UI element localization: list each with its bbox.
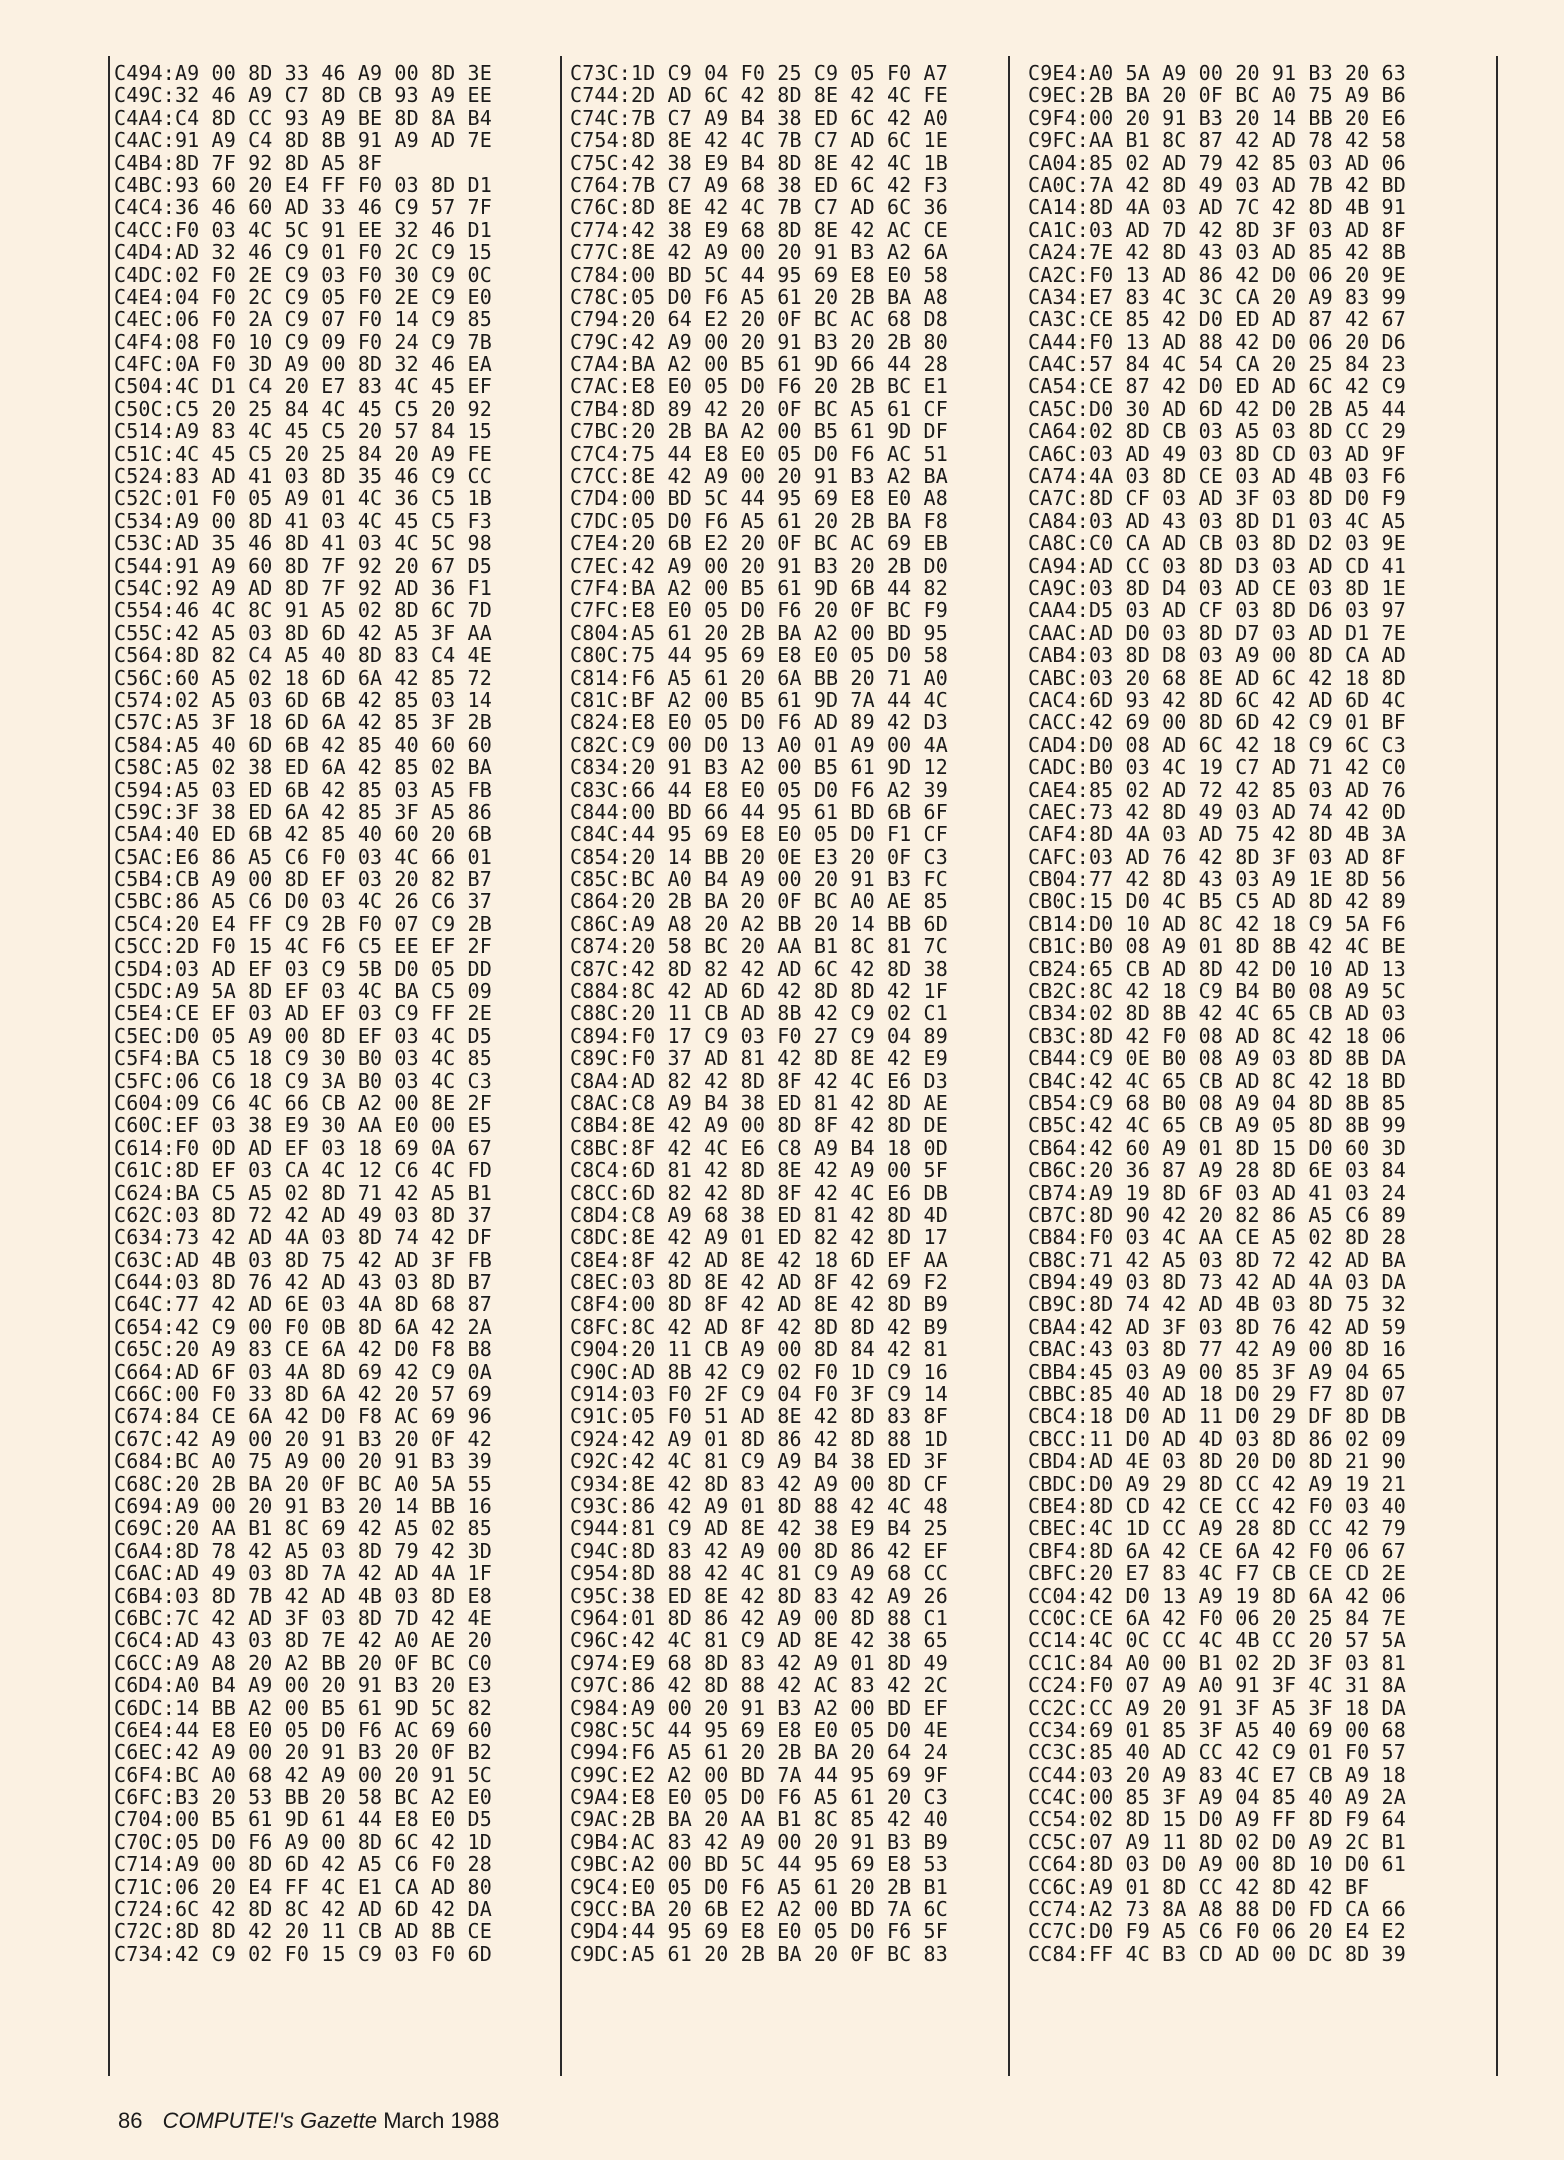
- listing-line: C514:A9 83 4C 45 C5 20 57 84 15: [114, 419, 492, 444]
- listing-line: C51C:4C 45 C5 20 25 84 20 A9 FE: [114, 441, 492, 466]
- listing-line: C7CC:8E 42 A9 00 20 91 B3 A2 BA: [570, 464, 948, 489]
- listing-line: CAF4:8D 4A 03 AD 75 42 8D 4B 3A: [1028, 822, 1406, 847]
- listing-line: C6F4:BC A0 68 42 A9 00 20 91 5C: [114, 1762, 492, 1787]
- listing-line: CC6C:A9 01 8D CC 42 8D 42 BF: [1028, 1874, 1370, 1899]
- listing-line: CB7C:8D 90 42 20 82 86 A5 C6 89: [1028, 1202, 1406, 1227]
- listing-line: C82C:C9 00 D0 13 A0 01 A9 00 4A: [570, 732, 948, 757]
- listing-line: C584:A5 40 6D 6B 42 85 40 60 60: [114, 732, 492, 757]
- listing-line: C924:42 A9 01 8D 86 42 8D 88 1D: [570, 1426, 948, 1451]
- listing-line: C60C:EF 03 38 E9 30 AA E0 00 E5: [114, 1113, 492, 1138]
- listing-line: C9AC:2B BA 20 AA B1 8C 85 42 40: [570, 1807, 948, 1832]
- listing-line: C4D4:AD 32 46 C9 01 F0 2C C9 15: [114, 240, 492, 265]
- listing-line: C98C:5C 44 95 69 E8 E0 05 D0 4E: [570, 1717, 948, 1742]
- listing-line: CB0C:15 D0 4C B5 C5 AD 8D 42 89: [1028, 889, 1406, 914]
- listing-line: C4FC:0A F0 3D A9 00 8D 32 46 EA: [114, 352, 492, 377]
- listing-line: C6D4:A0 B4 A9 00 20 91 B3 20 E3: [114, 1673, 492, 1698]
- listing-line: C9CC:BA 20 6B E2 A2 00 BD 7A 6C: [570, 1897, 948, 1922]
- listing-line: CB8C:71 42 A5 03 8D 72 42 AD BA: [1028, 1247, 1406, 1272]
- column-rule-right: [1496, 56, 1498, 2076]
- listing-line: C5F4:BA C5 18 C9 30 B0 03 4C 85: [114, 1046, 492, 1071]
- listing-line: CC3C:85 40 AD CC 42 C9 01 F0 57: [1028, 1740, 1406, 1765]
- listing-line: CB14:D0 10 AD 8C 42 18 C9 5A F6: [1028, 911, 1406, 936]
- listing-line: CBBC:85 40 AD 18 D0 29 F7 8D 07: [1028, 1382, 1406, 1407]
- listing-line: C9A4:E8 E0 05 D0 F6 A5 61 20 C3: [570, 1785, 948, 1810]
- listing-line: C55C:42 A5 03 8D 6D 42 A5 3F AA: [114, 620, 492, 645]
- listing-line: C974:E9 68 8D 83 42 A9 01 8D 49: [570, 1650, 948, 1675]
- listing-line: C934:8E 42 8D 83 42 A9 00 8D CF: [570, 1471, 948, 1496]
- listing-line: C6A4:8D 78 42 A5 03 8D 79 42 3D: [114, 1538, 492, 1563]
- listing-line: C4DC:02 F0 2E C9 03 F0 30 C9 0C: [114, 262, 492, 287]
- listing-line: C874:20 58 BC 20 AA B1 8C 81 7C: [570, 934, 948, 959]
- listing-line: C5B4:CB A9 00 8D EF 03 20 82 B7: [114, 867, 492, 892]
- listing-line: CBEC:4C 1D CC A9 28 8D CC 42 79: [1028, 1516, 1406, 1541]
- listing-line: CAFC:03 AD 76 42 8D 3F 03 AD 8F: [1028, 844, 1406, 869]
- listing-line: C77C:8E 42 A9 00 20 91 B3 A2 6A: [570, 240, 948, 265]
- listing-line: CB5C:42 4C 65 CB A9 05 8D 8B 99: [1028, 1113, 1406, 1138]
- listing-line: CB34:02 8D 8B 42 4C 65 CB AD 03: [1028, 1001, 1406, 1026]
- listing-line: C66C:00 F0 33 8D 6A 42 20 57 69: [114, 1382, 492, 1407]
- listing-line: C784:00 BD 5C 44 95 69 E8 E0 58: [570, 262, 948, 287]
- listing-line: C7A4:BA A2 00 B5 61 9D 66 44 28: [570, 352, 948, 377]
- listing-line: C4AC:91 A9 C4 8D 8B 91 A9 AD 7E: [114, 128, 492, 153]
- listing-line: C7F4:BA A2 00 B5 61 9D 6B 44 82: [570, 575, 948, 600]
- listing-line: CC14:4C 0C CC 4C 4B CC 20 57 5A: [1028, 1628, 1406, 1653]
- listing-line: C6AC:AD 49 03 8D 7A 42 AD 4A 1F: [114, 1561, 492, 1586]
- listing-line: C95C:38 ED 8E 42 8D 83 42 A9 26: [570, 1583, 948, 1608]
- listing-line: CC2C:CC A9 20 91 3F A5 3F 18 DA: [1028, 1695, 1406, 1720]
- listing-line: CB3C:8D 42 F0 08 AD 8C 42 18 06: [1028, 1023, 1406, 1048]
- listing-line: C5D4:03 AD EF 03 C9 5B D0 05 DD: [114, 956, 492, 981]
- listing-line: C5BC:86 A5 C6 D0 03 4C 26 C6 37: [114, 889, 492, 914]
- listing-line: C64C:77 42 AD 6E 03 4A 8D 68 87: [114, 1292, 492, 1317]
- listing-line: C614:F0 0D AD EF 03 18 69 0A 67: [114, 1135, 492, 1160]
- listing-line: C574:02 A5 03 6D 6B 42 85 03 14: [114, 687, 492, 712]
- listing-line: C84C:44 95 69 E8 E0 05 D0 F1 CF: [570, 822, 948, 847]
- listing-line: C714:A9 00 8D 6D 42 A5 C6 F0 28: [114, 1852, 492, 1877]
- listing-line: CA04:85 02 AD 79 42 85 03 AD 06: [1028, 150, 1406, 175]
- listing-line: C904:20 11 CB A9 00 8D 84 42 81: [570, 1337, 948, 1362]
- listing-line: C59C:3F 38 ED 6A 42 85 3F A5 86: [114, 799, 492, 824]
- listing-line: C69C:20 AA B1 8C 69 42 A5 02 85: [114, 1516, 492, 1541]
- listing-line: CA24:7E 42 8D 43 03 AD 85 42 8B: [1028, 240, 1406, 265]
- listing-line: CA5C:D0 30 AD 6D 42 D0 2B A5 44: [1028, 396, 1406, 421]
- listing-line: C5EC:D0 05 A9 00 8D EF 03 4C D5: [114, 1023, 492, 1048]
- listing-line: C7B4:8D 89 42 20 0F BC A5 61 CF: [570, 396, 948, 421]
- listing-line: C73C:1D C9 04 F0 25 C9 05 F0 A7: [570, 61, 948, 85]
- listing-line: CC5C:07 A9 11 8D 02 D0 A9 2C B1: [1028, 1829, 1406, 1854]
- listing-line: C92C:42 4C 81 C9 A9 B4 38 ED 3F: [570, 1449, 948, 1474]
- listing-line: C91C:05 F0 51 AD 8E 42 8D 83 8F: [570, 1404, 948, 1429]
- listing-line: C634:73 42 AD 4A 03 8D 74 42 DF: [114, 1225, 492, 1250]
- listing-line: CC64:8D 03 D0 A9 00 8D 10 D0 61: [1028, 1852, 1406, 1877]
- listing-line: CC04:42 D0 13 A9 19 8D 6A 42 06: [1028, 1583, 1406, 1608]
- listing-line: CA0C:7A 42 8D 49 03 AD 7B 42 BD: [1028, 172, 1406, 197]
- listing-line: C5C4:20 E4 FF C9 2B F0 07 C9 2B: [114, 911, 492, 936]
- listing-line: C894:F0 17 C9 03 F0 27 C9 04 89: [570, 1023, 948, 1048]
- listing-line: CBF4:8D 6A 42 CE 6A 42 F0 06 67: [1028, 1538, 1406, 1563]
- listing-line: C7D4:00 BD 5C 44 95 69 E8 E0 A8: [570, 486, 948, 511]
- listing-line: C65C:20 A9 83 CE 6A 42 D0 F8 B8: [114, 1337, 492, 1362]
- listing-line: CB74:A9 19 8D 6F 03 AD 41 03 24: [1028, 1180, 1406, 1205]
- listing-line: C50C:C5 20 25 84 4C 45 C5 20 92: [114, 396, 492, 421]
- listing-line: C85C:BC A0 B4 A9 00 20 91 B3 FC: [570, 867, 948, 892]
- listing-line: CA34:E7 83 4C 3C CA 20 A9 83 99: [1028, 284, 1406, 309]
- listing-line: CAD4:D0 08 AD 6C 42 18 C9 6C C3: [1028, 732, 1406, 757]
- listing-line: C9F4:00 20 91 B3 20 14 BB 20 E6: [1028, 105, 1406, 130]
- listing-line: C5E4:CE EF 03 AD EF 03 C9 FF 2E: [114, 1001, 492, 1026]
- page-number: 86: [118, 2108, 143, 2133]
- listing-line: C654:42 C9 00 F0 0B 8D 6A 42 2A: [114, 1314, 492, 1339]
- listing-line: C774:42 38 E9 68 8D 8E 42 AC CE: [570, 217, 948, 242]
- listing-line: CB4C:42 4C 65 CB AD 8C 42 18 BD: [1028, 1068, 1406, 1093]
- listing-line: CC0C:CE 6A 42 F0 06 20 25 84 7E: [1028, 1605, 1406, 1630]
- listing-line: C824:E8 E0 05 D0 F6 AD 89 42 D3: [570, 710, 948, 735]
- listing-line: C704:00 B5 61 9D 61 44 E8 E0 D5: [114, 1807, 492, 1832]
- listing-line: C5CC:2D F0 15 4C F6 C5 EE EF 2F: [114, 934, 492, 959]
- listing-line: C9E4:A0 5A A9 00 20 91 B3 20 63: [1028, 61, 1406, 85]
- listing-line: C4EC:06 F0 2A C9 07 F0 14 C9 85: [114, 307, 492, 332]
- listing-line: C964:01 8D 86 42 A9 00 8D 88 C1: [570, 1605, 948, 1630]
- listing-line: C83C:66 44 E8 E0 05 D0 F6 A2 39: [570, 777, 948, 802]
- listing-column-3: [1028, 62, 1406, 1965]
- listing-line: C49C:32 46 A9 C7 8D CB 93 A9 EE: [114, 83, 492, 108]
- listing-line: C61C:8D EF 03 CA 4C 12 C6 4C FD: [114, 1158, 492, 1183]
- listing-line: C90C:AD 8B 42 C9 02 F0 1D C9 16: [570, 1359, 948, 1384]
- listing-line: C8BC:8F 42 4C E6 C8 A9 B4 18 0D: [570, 1135, 948, 1160]
- listing-line: C99C:E2 A2 00 BD 7A 44 95 69 9F: [570, 1762, 948, 1787]
- listing-line: CAC4:6D 93 42 8D 6C 42 AD 6D 4C: [1028, 687, 1406, 712]
- listing-line: CC74:A2 73 8A A8 88 D0 FD CA 66: [1028, 1897, 1406, 1922]
- listing-line: C76C:8D 8E 42 4C 7B C7 AD 6C 36: [570, 195, 948, 220]
- listing-line: C864:20 2B BA 20 0F BC A0 AE 85: [570, 889, 948, 914]
- listing-line: C68C:20 2B BA 20 0F BC A0 5A 55: [114, 1471, 492, 1496]
- listing-line: C754:8D 8E 42 4C 7B C7 AD 6C 1E: [570, 128, 948, 153]
- listing-line: C7FC:E8 E0 05 D0 F6 20 0F BC F9: [570, 598, 948, 623]
- listing-line: C93C:86 42 A9 01 8D 88 42 4C 48: [570, 1494, 948, 1518]
- listing-line: CA9C:03 8D D4 03 AD CE 03 8D 1E: [1028, 575, 1406, 600]
- listing-line: C844:00 BD 66 44 95 61 BD 6B 6F: [570, 799, 948, 824]
- listing-line: C564:8D 82 C4 A5 40 8D 83 C4 4E: [114, 643, 492, 668]
- listing-column-1: [114, 62, 492, 1965]
- listing-line: C8CC:6D 82 42 8D 8F 42 4C E6 DB: [570, 1180, 948, 1205]
- listing-line: C504:4C D1 C4 20 E7 83 4C 45 EF: [114, 374, 492, 399]
- listing-line: C664:AD 6F 03 4A 8D 69 42 C9 0A: [114, 1359, 492, 1384]
- listing-line: C814:F6 A5 61 20 6A BB 20 71 A0: [570, 665, 948, 690]
- listing-line: CC44:03 20 A9 83 4C E7 CB A9 18: [1028, 1762, 1406, 1787]
- listing-line: C694:A9 00 20 91 B3 20 14 BB 16: [114, 1494, 492, 1518]
- column-rule-2: [1008, 56, 1010, 2076]
- listing-line: C96C:42 4C 81 C9 AD 8E 42 38 65: [570, 1628, 948, 1653]
- listing-line: C554:46 4C 8C 91 A5 02 8D 6C 7D: [114, 598, 492, 623]
- listing-line: C4B4:8D 7F 92 8D A5 8F: [114, 150, 383, 175]
- listing-line: CC1C:84 A0 00 B1 02 2D 3F 03 81: [1028, 1650, 1406, 1675]
- listing-line: C8DC:8E 42 A9 01 ED 82 42 8D 17: [570, 1225, 948, 1250]
- listing-line: C954:8D 88 42 4C 81 C9 A9 68 CC: [570, 1561, 948, 1586]
- listing-line: C9D4:44 95 69 E8 E0 05 D0 F6 5F: [570, 1919, 948, 1944]
- listing-line: CAA4:D5 03 AD CF 03 8D D6 03 97: [1028, 598, 1406, 623]
- listing-line: C524:83 AD 41 03 8D 35 46 C9 CC: [114, 464, 492, 489]
- listing-line: CA4C:57 84 4C 54 CA 20 25 84 23: [1028, 352, 1406, 377]
- listing-line: C7EC:42 A9 00 20 91 B3 20 2B D0: [570, 553, 948, 578]
- listing-line: CC54:02 8D 15 D0 A9 FF 8D F9 64: [1028, 1807, 1406, 1832]
- listing-line: C9DC:A5 61 20 2B BA 20 0F BC 83: [570, 1941, 948, 1966]
- listing-line: C7AC:E8 E0 05 D0 F6 20 2B BC E1: [570, 374, 948, 399]
- listing-line: C4BC:93 60 20 E4 FF F0 03 8D D1: [114, 172, 492, 197]
- listing-line: C8FC:8C 42 AD 8F 42 8D 8D 42 B9: [570, 1314, 948, 1339]
- listing-line: C834:20 91 B3 A2 00 B5 61 9D 12: [570, 755, 948, 780]
- listing-line: C684:BC A0 75 A9 00 20 91 B3 39: [114, 1449, 492, 1474]
- listing-line: C6EC:42 A9 00 20 91 B3 20 0F B2: [114, 1740, 492, 1765]
- listing-line: CB24:65 CB AD 8D 42 D0 10 AD 13: [1028, 956, 1406, 981]
- listing-line: CA74:4A 03 8D CE 03 AD 4B 03 F6: [1028, 464, 1406, 489]
- listing-line: C70C:05 D0 F6 A9 00 8D 6C 42 1D: [114, 1829, 492, 1854]
- listing-line: C6DC:14 BB A2 00 B5 61 9D 5C 82: [114, 1695, 492, 1720]
- listing-line: CAEC:73 42 8D 49 03 AD 74 42 0D: [1028, 799, 1406, 824]
- listing-line: C89C:F0 37 AD 81 42 8D 8E 42 E9: [570, 1046, 948, 1071]
- listing-line: CC7C:D0 F9 A5 C6 F0 06 20 E4 E2: [1028, 1919, 1406, 1944]
- listing-line: C71C:06 20 E4 FF 4C E1 CA AD 80: [114, 1874, 492, 1899]
- listing-line: CBDC:D0 A9 29 8D CC 42 A9 19 21: [1028, 1471, 1406, 1496]
- listing-line: C79C:42 A9 00 20 91 B3 20 2B 80: [570, 329, 948, 354]
- listing-line: C944:81 C9 AD 8E 42 38 E9 B4 25: [570, 1516, 948, 1541]
- listing-line: C56C:60 A5 02 18 6D 6A 42 85 72: [114, 665, 492, 690]
- listing-line: C914:03 F0 2F C9 04 F0 3F C9 14: [570, 1382, 948, 1407]
- listing-line: CBFC:20 E7 83 4C F7 CB CE CD 2E: [1028, 1561, 1406, 1586]
- listing-line: C804:A5 61 20 2B BA A2 00 BD 95: [570, 620, 948, 645]
- listing-line: C8B4:8E 42 A9 00 8D 8F 42 8D DE: [570, 1113, 948, 1138]
- listing-line: CBAC:43 03 8D 77 42 A9 00 8D 16: [1028, 1337, 1406, 1362]
- listing-line: CBC4:18 D0 AD 11 D0 29 DF 8D DB: [1028, 1404, 1406, 1429]
- listing-line: CAE4:85 02 AD 72 42 85 03 AD 76: [1028, 777, 1406, 802]
- listing-line: C75C:42 38 E9 B4 8D 8E 42 4C 1B: [570, 150, 948, 175]
- listing-line: C54C:92 A9 AD 8D 7F 92 AD 36 F1: [114, 575, 492, 600]
- listing-line: CB1C:B0 08 A9 01 8D 8B 42 4C BE: [1028, 934, 1406, 959]
- listing-line: CBCC:11 D0 AD 4D 03 8D 86 02 09: [1028, 1426, 1406, 1451]
- listing-line: C6BC:7C 42 AD 3F 03 8D 7D 42 4E: [114, 1605, 492, 1630]
- listing-line: C6B4:03 8D 7B 42 AD 4B 03 8D E8: [114, 1583, 492, 1608]
- listing-line: C62C:03 8D 72 42 AD 49 03 8D 37: [114, 1202, 492, 1227]
- listing-line: CB54:C9 68 B0 08 A9 04 8D 8B 85: [1028, 1090, 1406, 1115]
- listing-line: CB84:F0 03 4C AA CE A5 02 8D 28: [1028, 1225, 1406, 1250]
- listing-line: CA2C:F0 13 AD 86 42 D0 06 20 9E: [1028, 262, 1406, 287]
- listing-line: CC84:FF 4C B3 CD AD 00 DC 8D 39: [1028, 1941, 1406, 1966]
- listing-line: C58C:A5 02 38 ED 6A 42 85 02 BA: [114, 755, 492, 780]
- listing-line: C674:84 CE 6A 42 D0 F8 AC 69 96: [114, 1404, 492, 1429]
- listing-line: CC24:F0 07 A9 A0 91 3F 4C 31 8A: [1028, 1673, 1406, 1698]
- listing-line: C6E4:44 E8 E0 05 D0 F6 AC 69 60: [114, 1717, 492, 1742]
- listing-line: C9FC:AA B1 8C 87 42 AD 78 42 58: [1028, 128, 1406, 153]
- listing-line: C854:20 14 BB 20 0E E3 20 0F C3: [570, 844, 948, 869]
- listing-line: C4F4:08 F0 10 C9 09 F0 24 C9 7B: [114, 329, 492, 354]
- listing-line: CBE4:8D CD 42 CE CC 42 F0 03 40: [1028, 1494, 1406, 1518]
- listing-line: C7BC:20 2B BA A2 00 B5 61 9D DF: [570, 419, 948, 444]
- listing-line: C9B4:AC 83 42 A9 00 20 91 B3 B9: [570, 1829, 948, 1854]
- listing-line: CA8C:C0 CA AD CB 03 8D D2 03 9E: [1028, 531, 1406, 556]
- listing-line: C544:91 A9 60 8D 7F 92 20 67 D5: [114, 553, 492, 578]
- listing-line: C624:BA C5 A5 02 8D 71 42 A5 B1: [114, 1180, 492, 1205]
- listing-line: C884:8C 42 AD 6D 42 8D 8D 42 1F: [570, 979, 948, 1004]
- listing-line: CA64:02 8D CB 03 A5 03 8D CC 29: [1028, 419, 1406, 444]
- listing-line: C5DC:A9 5A 8D EF 03 4C BA C5 09: [114, 979, 492, 1004]
- listing-line: C78C:05 D0 F6 A5 61 20 2B BA A8: [570, 284, 948, 309]
- listing-line: CB6C:20 36 87 A9 28 8D 6E 03 84: [1028, 1158, 1406, 1183]
- listing-line: C63C:AD 4B 03 8D 75 42 AD 3F FB: [114, 1247, 492, 1272]
- listing-line: C6FC:B3 20 53 BB 20 58 BC A2 E0: [114, 1785, 492, 1810]
- listing-line: C764:7B C7 A9 68 38 ED 6C 42 F3: [570, 172, 948, 197]
- listing-line: CAB4:03 8D D8 03 A9 00 8D CA AD: [1028, 643, 1406, 668]
- listing-line: C8F4:00 8D 8F 42 AD 8E 42 8D B9: [570, 1292, 948, 1317]
- listing-line: C8EC:03 8D 8E 42 AD 8F 42 69 F2: [570, 1270, 948, 1295]
- listing-line: C984:A9 00 20 91 B3 A2 00 BD EF: [570, 1695, 948, 1720]
- issue-date: March 1988: [383, 2108, 500, 2133]
- listing-line: C644:03 8D 76 42 AD 43 03 8D B7: [114, 1270, 492, 1295]
- listing-line: CB9C:8D 74 42 AD 4B 03 8D 75 32: [1028, 1292, 1406, 1317]
- listing-line: C57C:A5 3F 18 6D 6A 42 85 3F 2B: [114, 710, 492, 735]
- column-rule-left: [108, 56, 110, 2076]
- listing-line: C87C:42 8D 82 42 AD 6C 42 8D 38: [570, 956, 948, 981]
- listing-line: C4A4:C4 8D CC 93 A9 BE 8D 8A B4: [114, 105, 492, 130]
- listing-line: CBA4:42 AD 3F 03 8D 76 42 AD 59: [1028, 1314, 1406, 1339]
- listing-line: CA14:8D 4A 03 AD 7C 42 8D 4B 91: [1028, 195, 1406, 220]
- listing-line: C534:A9 00 8D 41 03 4C 45 C5 F3: [114, 508, 492, 533]
- listing-line: CB64:42 60 A9 01 8D 15 D0 60 3D: [1028, 1135, 1406, 1160]
- listing-line: C9EC:2B BA 20 0F BC A0 75 A9 B6: [1028, 83, 1406, 108]
- listing-line: C744:2D AD 6C 42 8D 8E 42 4C FE: [570, 83, 948, 108]
- listing-line: CAAC:AD D0 03 8D D7 03 AD D1 7E: [1028, 620, 1406, 645]
- listing-line: C4E4:04 F0 2C C9 05 F0 2E C9 E0: [114, 284, 492, 309]
- listing-line: C4C4:36 46 60 AD 33 46 C9 57 7F: [114, 195, 492, 220]
- listing-line: C604:09 C6 4C 66 CB A2 00 8E 2F: [114, 1090, 492, 1115]
- listing-line: C88C:20 11 CB AD 8B 42 C9 02 C1: [570, 1001, 948, 1026]
- listing-line: C94C:8D 83 42 A9 00 8D 86 42 EF: [570, 1538, 948, 1563]
- listing-line: C9C4:E0 05 D0 F6 A5 61 20 2B B1: [570, 1874, 948, 1899]
- listing-line: C5FC:06 C6 18 C9 3A B0 03 4C C3: [114, 1068, 492, 1093]
- listing-line: CB2C:8C 42 18 C9 B4 B0 08 A9 5C: [1028, 979, 1406, 1004]
- listing-line: C80C:75 44 95 69 E8 E0 05 D0 58: [570, 643, 948, 668]
- listing-column-2: [570, 62, 948, 1965]
- listing-line: CA3C:CE 85 42 D0 ED AD 87 42 67: [1028, 307, 1406, 332]
- listing-line: C994:F6 A5 61 20 2B BA 20 64 24: [570, 1740, 948, 1765]
- listing-line: C67C:42 A9 00 20 91 B3 20 0F 42: [114, 1426, 492, 1451]
- listing-line: CA1C:03 AD 7D 42 8D 3F 03 AD 8F: [1028, 217, 1406, 242]
- magazine-title: COMPUTE!'s Gazette: [162, 2108, 378, 2133]
- listing-line: CA54:CE 87 42 D0 ED AD 6C 42 C9: [1028, 374, 1406, 399]
- listing-line: C7DC:05 D0 F6 A5 61 20 2B BA F8: [570, 508, 948, 533]
- listing-line: C724:6C 42 8D 8C 42 AD 6D 42 DA: [114, 1897, 492, 1922]
- column-rule-1: [560, 56, 562, 2076]
- listing-line: C8C4:6D 81 42 8D 8E 42 A9 00 5F: [570, 1158, 948, 1183]
- listing-line: C72C:8D 8D 42 20 11 CB AD 8B CE: [114, 1919, 492, 1944]
- listing-line: CACC:42 69 00 8D 6D 42 C9 01 BF: [1028, 710, 1406, 735]
- listing-line: C734:42 C9 02 F0 15 C9 03 F0 6D: [114, 1941, 492, 1966]
- listing-line: C5AC:E6 86 A5 C6 F0 03 4C 66 01: [114, 844, 492, 869]
- listing-line: CB04:77 42 8D 43 03 A9 1E 8D 56: [1028, 867, 1406, 892]
- listing-line: CBD4:AD 4E 03 8D 20 D0 8D 21 90: [1028, 1449, 1406, 1474]
- listing-line: C74C:7B C7 A9 B4 38 ED 6C 42 A0: [570, 105, 948, 130]
- listing-line: CC34:69 01 85 3F A5 40 69 00 68: [1028, 1717, 1406, 1742]
- listing-line: C7E4:20 6B E2 20 0F BC AC 69 EB: [570, 531, 948, 556]
- listing-line: C7C4:75 44 E8 E0 05 D0 F6 AC 51: [570, 441, 948, 466]
- listing-line: C6CC:A9 A8 20 A2 BB 20 0F BC C0: [114, 1650, 492, 1675]
- listing-line: CA7C:8D CF 03 AD 3F 03 8D D0 F9: [1028, 486, 1406, 511]
- listing-line: C53C:AD 35 46 8D 41 03 4C 5C 98: [114, 531, 492, 556]
- listing-line: C8D4:C8 A9 68 38 ED 81 42 8D 4D: [570, 1202, 948, 1227]
- listing-line: CADC:B0 03 4C 19 C7 AD 71 42 C0: [1028, 755, 1406, 780]
- listing-line: CA6C:03 AD 49 03 8D CD 03 AD 9F: [1028, 441, 1406, 466]
- listing-line: C8E4:8F 42 AD 8E 42 18 6D EF AA: [570, 1247, 948, 1272]
- listing-line: CA44:F0 13 AD 88 42 D0 06 20 D6: [1028, 329, 1406, 354]
- listing-line: CBB4:45 03 A9 00 85 3F A9 04 65: [1028, 1359, 1406, 1384]
- listing-line: C97C:86 42 8D 88 42 AC 83 42 2C: [570, 1673, 948, 1698]
- listing-line: CA94:AD CC 03 8D D3 03 AD CD 41: [1028, 553, 1406, 578]
- listing-line: C594:A5 03 ED 6B 42 85 03 A5 FB: [114, 777, 492, 802]
- page-footer: [118, 2108, 499, 2134]
- listing-line: CC4C:00 85 3F A9 04 85 40 A9 2A: [1028, 1785, 1406, 1810]
- listing-line: C494:A9 00 8D 33 46 A9 00 8D 3E: [114, 61, 492, 85]
- listing-line: CA84:03 AD 43 03 8D D1 03 4C A5: [1028, 508, 1406, 533]
- listing-line: C81C:BF A2 00 B5 61 9D 7A 44 4C: [570, 687, 948, 712]
- listing-line: C794:20 64 E2 20 0F BC AC 68 D8: [570, 307, 948, 332]
- listing-line: C6C4:AD 43 03 8D 7E 42 A0 AE 20: [114, 1628, 492, 1653]
- listing-line: CB94:49 03 8D 73 42 AD 4A 03 DA: [1028, 1270, 1406, 1295]
- listing-line: C9BC:A2 00 BD 5C 44 95 69 E8 53: [570, 1852, 948, 1877]
- listing-line: C8A4:AD 82 42 8D 8F 42 4C E6 D3: [570, 1068, 948, 1093]
- listing-line: C5A4:40 ED 6B 42 85 40 60 20 6B: [114, 822, 492, 847]
- listing-line: C8AC:C8 A9 B4 38 ED 81 42 8D AE: [570, 1090, 948, 1115]
- listing-line: C52C:01 F0 05 A9 01 4C 36 C5 1B: [114, 486, 492, 511]
- listing-line: CABC:03 20 68 8E AD 6C 42 18 8D: [1028, 665, 1406, 690]
- listing-line: C86C:A9 A8 20 A2 BB 20 14 BB 6D: [570, 911, 948, 936]
- listing-line: CB44:C9 0E B0 08 A9 03 8D 8B DA: [1028, 1046, 1406, 1071]
- listing-line: C4CC:F0 03 4C 5C 91 EE 32 46 D1: [114, 217, 492, 242]
